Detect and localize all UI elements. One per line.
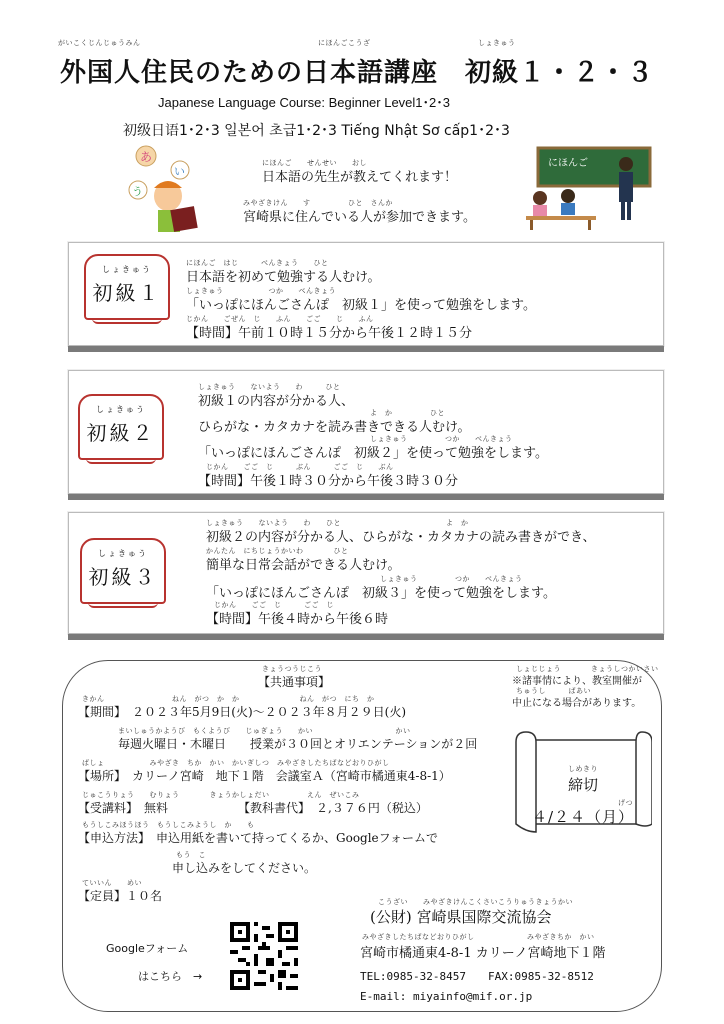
title-ruby-left: がいこくじんじゅうみん bbox=[58, 39, 141, 47]
level-2-book-name: 初級２ bbox=[86, 421, 156, 445]
intro-ruby-1: にほんご せんせい おし bbox=[262, 159, 367, 167]
organizer-email: E-mail: miyainfo@mif.or.jp bbox=[360, 990, 533, 1003]
level-2-card-bar bbox=[68, 494, 664, 500]
apply-ruby-2: もう こ bbox=[176, 851, 206, 859]
level-3-line-4: 【時間】午後４時から午後６時 bbox=[206, 612, 389, 627]
level-2-book-icon bbox=[78, 394, 164, 460]
level-3-line-3: 「いっぽにほんごさんぽ 初級３」を使って勉強をします。 bbox=[206, 586, 556, 601]
period-ruby: きかん ねん がつ か か ねん がつ にち か bbox=[82, 695, 375, 703]
level-1-line-2: 「いっぽにほんごさんぽ 初級１」を使って勉強をします。 bbox=[186, 298, 536, 313]
level-2-line-2: ひらがな・カタカナを読み書きできる人むけ。 bbox=[198, 420, 471, 435]
languages-line: 初级日语1･2･3 일본어 초급1･2･3 Tiếng Nhật Sơ cấp1･2･3 bbox=[123, 123, 510, 139]
title-ruby-mid: にほんごこうざ bbox=[318, 39, 371, 47]
level-3-book-icon bbox=[80, 538, 166, 604]
apply-line-1: 【申込方法】 申込用紙を書いて持ってくるか、Googleフォームで bbox=[78, 831, 439, 845]
level-3-ruby-1: しょきゅう ないよう わ ひと よ か bbox=[206, 519, 469, 527]
level-1-book-icon bbox=[84, 254, 170, 320]
level-3-card-bar bbox=[68, 634, 664, 640]
svg-text:い: い bbox=[174, 165, 185, 178]
subtitle-english: Japanese Language Course: Beginner Level1･2･3 bbox=[158, 95, 450, 110]
level-2-ruby-4: じかん ごご じ ぶん ごご じ ぶん bbox=[206, 463, 394, 471]
apply-line-2: 申し込みをしてください。 bbox=[172, 861, 317, 875]
google-form-label: Googleフォーム bbox=[106, 942, 189, 955]
level-1-ruby-2: しょきゅう つか べんきょう bbox=[186, 287, 336, 295]
google-form-qr-code[interactable] bbox=[230, 922, 298, 990]
level-3-ruby-3: しょきゅう つか べんきょう bbox=[380, 575, 523, 583]
level-2-book-ruby: しょきゅう bbox=[96, 405, 146, 414]
place-ruby: ばしょ みやざき ちか かい かいぎしつ みやざきしたちばなどおりひがし bbox=[82, 759, 390, 767]
level-3-ruby-2: かんたん にちじょうかいわ ひと bbox=[206, 547, 349, 555]
google-form-here: はこちら → bbox=[138, 970, 203, 983]
level-1-line-3: 【時間】午前１０時１５分から午後１２時１５分 bbox=[186, 326, 473, 341]
level-2-line-3: 「いっぽにほんごさんぽ 初級２」を使って勉強をします。 bbox=[198, 446, 548, 461]
notice-line-1: ※諸事情により、教室開催が bbox=[512, 676, 642, 687]
intro-ruby-2: みやざきけん す ひと さんか bbox=[243, 199, 393, 207]
level-2-ruby-2: よ か ひと bbox=[370, 409, 445, 417]
days-text: 毎週火曜日・木曜日 授業が３０回とオリエンテーションが２回 bbox=[118, 737, 478, 751]
level-1-line-1: 日本語を初めて勉強する人むけ。 bbox=[186, 270, 381, 285]
svg-text:あ: あ bbox=[140, 150, 153, 164]
place-text: 【場所】 カリーノ宮崎 地下１階 会議室Ａ（宮崎市橘通東4-8-1） bbox=[78, 769, 451, 783]
deadline-date-ruby: げつ bbox=[618, 799, 633, 807]
deadline-ruby: しめきり bbox=[568, 765, 598, 773]
address-ruby: みやざきしたちばなどおりひがし みやざきちか かい bbox=[362, 933, 595, 941]
level-3-line-2: 簡単な日常会話ができる人むけ。 bbox=[206, 558, 401, 573]
notice-line-2: 中止になる場合があります。 bbox=[512, 698, 642, 709]
capacity-ruby: ていいん めい bbox=[82, 879, 142, 887]
intro-line-1: 日本語の先生が教えてくれます！ bbox=[262, 170, 458, 185]
organizer-tel-fax: TEL:0985-32-8457 FAX:0985-32-8512 bbox=[360, 970, 594, 983]
fee-text: 【受講料】 無料 bbox=[78, 801, 169, 815]
level-1-card-bar bbox=[68, 346, 664, 352]
notice-ruby-2: ちゅうし ばあい bbox=[516, 687, 591, 695]
intro-line-2: 宮崎県に住んでいる人が参加できます。 bbox=[243, 210, 476, 225]
period-text: 【期間】 ２０２３年5月9日(火)～２０２３年８月２９日(火) bbox=[78, 705, 406, 719]
level-1-ruby-1: にほんご はじ べんきょう ひと bbox=[186, 259, 329, 267]
level-1-ruby-3: じかん ごぜん じ ふん ごご じ ふん bbox=[186, 315, 374, 323]
notice-ruby-1: しょじじょう きょうしつかいさい bbox=[516, 665, 659, 673]
organizer-name: (公財) 宮崎県国際交流協会 bbox=[370, 908, 552, 926]
deadline-date: ４/２４（月） bbox=[532, 808, 635, 826]
textbook-text: 【教科書代】 ２,３７６円（税込） bbox=[238, 801, 428, 815]
days-ruby: まいしゅうかようび もくようび じゅぎょう かい かい bbox=[118, 727, 411, 735]
level-3-book-name: 初級３ bbox=[88, 565, 158, 589]
chalkboard-text: にほんご bbox=[548, 158, 588, 169]
page-title: 外国人住民のための日本語講座 初級１・２・３ bbox=[60, 58, 655, 88]
level-3-book-ruby: しょきゅう bbox=[98, 549, 148, 558]
title-ruby-right: しょきゅう bbox=[478, 39, 516, 47]
level-2-line-4: 【時間】午後１時３０分から午後３時３０分 bbox=[198, 474, 459, 489]
level-2-ruby-1: しょきゅう ないよう わ ひと bbox=[198, 383, 341, 391]
level-3-line-1: 初級２の内容が分かる人、ひらがな・カタカナの読み書きができ、 bbox=[206, 530, 596, 545]
boy-reading-illustration bbox=[128, 144, 210, 234]
level-1-book-name: 初級１ bbox=[92, 281, 162, 305]
deadline-label: 締切 bbox=[568, 776, 599, 794]
level-2-line-1: 初級１の内容が分かる人、 bbox=[198, 394, 355, 409]
level-1-book-ruby: しょきゅう bbox=[102, 265, 152, 274]
organizer-address: 宮崎市橘通東4-8-1 カリーノ宮崎地下１階 bbox=[360, 946, 606, 961]
level-2-ruby-3: しょきゅう つか べんきょう bbox=[370, 435, 513, 443]
level-3-ruby-4: じかん ごご じ ごご じ bbox=[214, 601, 334, 609]
apply-ruby: もうしこみほうほう もうしこみようし か も bbox=[82, 821, 255, 829]
fee-ruby: じゅこうりょう むりょう きょうかしょだい えん ぜいこみ bbox=[82, 791, 360, 799]
svg-text:う: う bbox=[132, 185, 143, 198]
capacity-text: 【定員】１０名 bbox=[78, 889, 163, 903]
common-heading-ruby: きょうつうじこう bbox=[262, 665, 322, 673]
common-heading: 【共通事項】 bbox=[258, 675, 331, 689]
organizer-ruby: こうざい みやざきけんこくさいこうりゅうきょうかい bbox=[378, 898, 573, 906]
